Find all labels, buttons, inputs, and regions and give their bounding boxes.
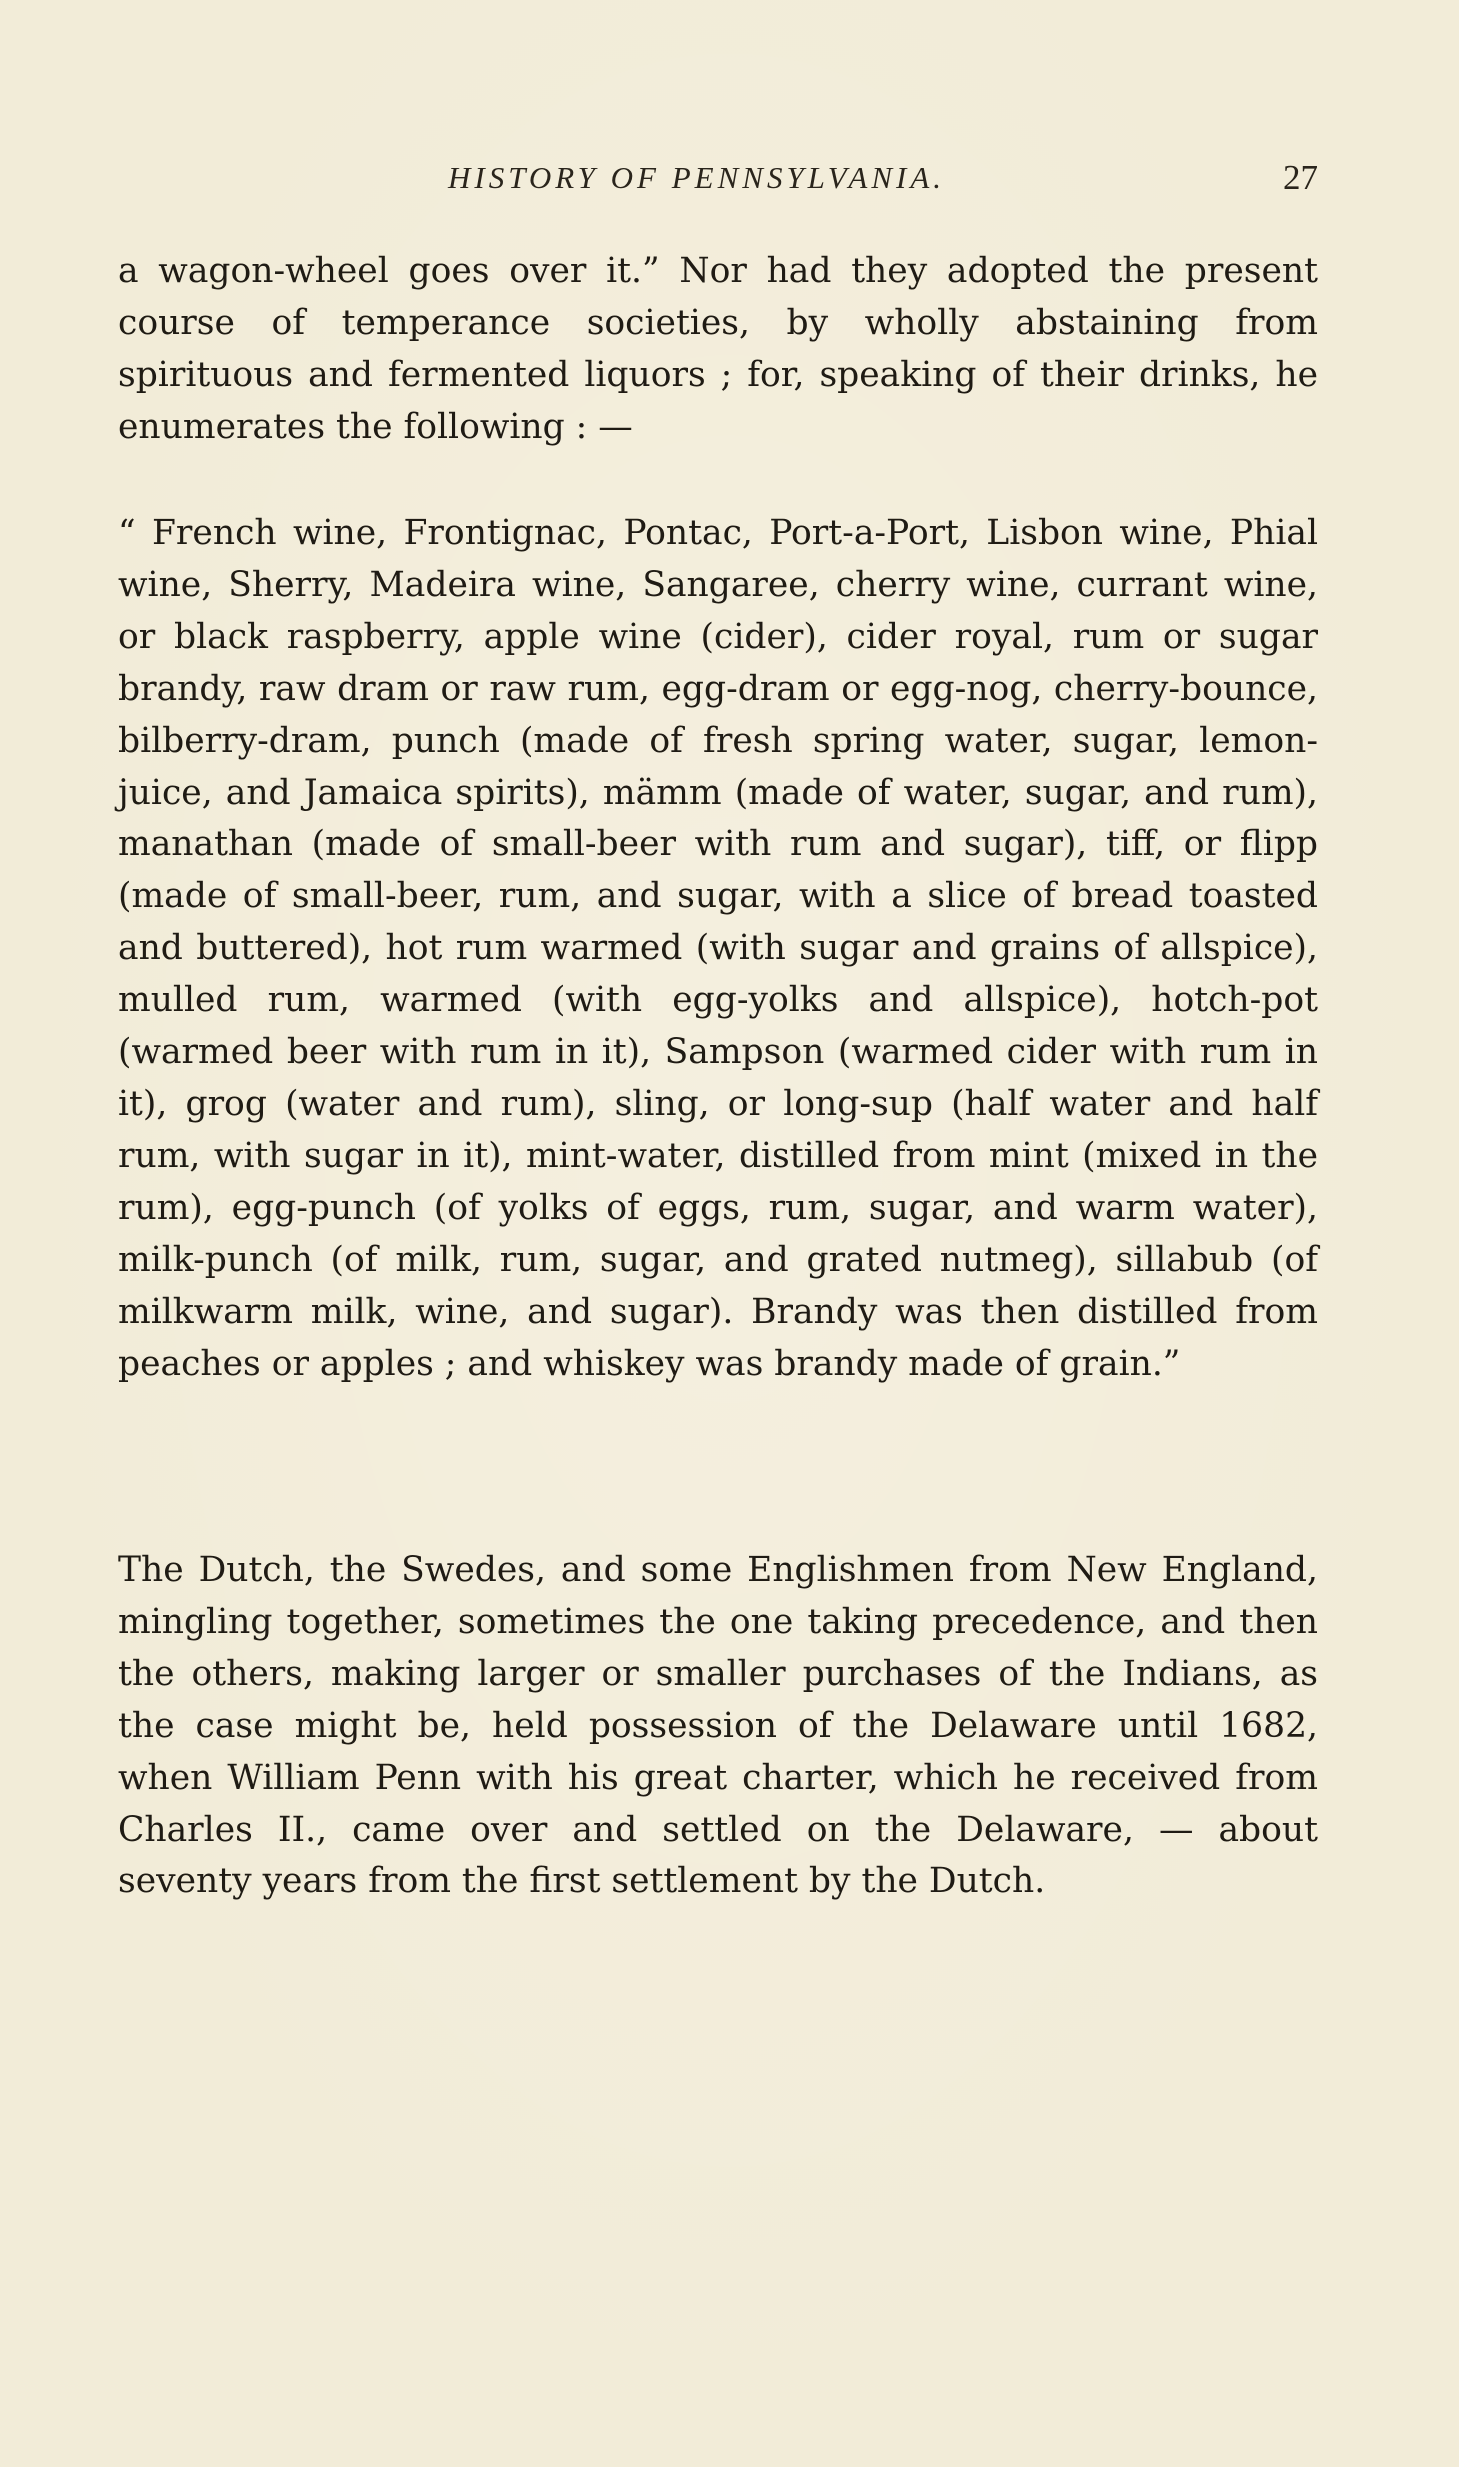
page-header [118, 160, 1318, 204]
paragraph-text: “ French wine, Frontignac, Pontac, Port-a-Port, Lisbon wine, Phial wine, Sherry, Madeira wine, Sangaree, cherry wine, currant wine, or black raspberry, apple wine (cider), cider royal, rum or sugar brandy, raw dram or raw rum, egg-dram or egg-nog, cherry-bounce, bilberry-dram, punch (made of fresh spring water, sugar, lemon-juice, and Jamaica spirits), mämm (made of water, sugar, and rum), manathan (made of small-beer with rum and sugar), tiff, or flipp (made of small-beer, rum, and sugar, with a slice of bread toasted and buttered), hot rum warmed (with sugar and grains of allspice), mulled rum, warmed (with egg-yolks and allspice), hotch-pot (warmed beer with rum in it), Sampson (warmed cider with rum in it), grog (water and rum), sling, or long-sup (half water and half rum, with sugar in it), mint-water, distilled from mint (mixed in the rum), egg-punch (of yolks of eggs, rum, sugar, and warm water), milk-punch (of milk, rum, sugar, and grated nutmeg), sillabub (of milkwarm milk, wine, and sugar). Brandy was then distilled from peaches or apples ; and whiskey was brandy made of grain.” [118, 513, 1318, 1384]
page-number: 27 [1283, 158, 1318, 197]
paragraph-1 [118, 246, 1318, 454]
paragraph-text: a wagon-wheel goes over it.” Nor had they adopted the present course of temperance societies, by wholly abstaining from spirituous and fermented liquors ; for, speaking of their drinks, he enumerates the following : — [118, 251, 1318, 447]
paragraph-text: The Dutch, the Swedes, and some Englishmen from New England, mingling together, sometimes the one taking precedence, and then the others, making larger or smaller purchases of the Indians, as the case might be, held possession of the Delaware until 1682, when William Penn with his great charter, which he received from Charles II., came over and settled on the Delaware, — about seventy years from the first settlement by the Dutch. [118, 1550, 1318, 1902]
running-title: HISTORY OF PENNSYLVANIA. [448, 160, 946, 195]
paragraph-3 [118, 1545, 1318, 1908]
quoted-drinks-list [118, 508, 1318, 1390]
